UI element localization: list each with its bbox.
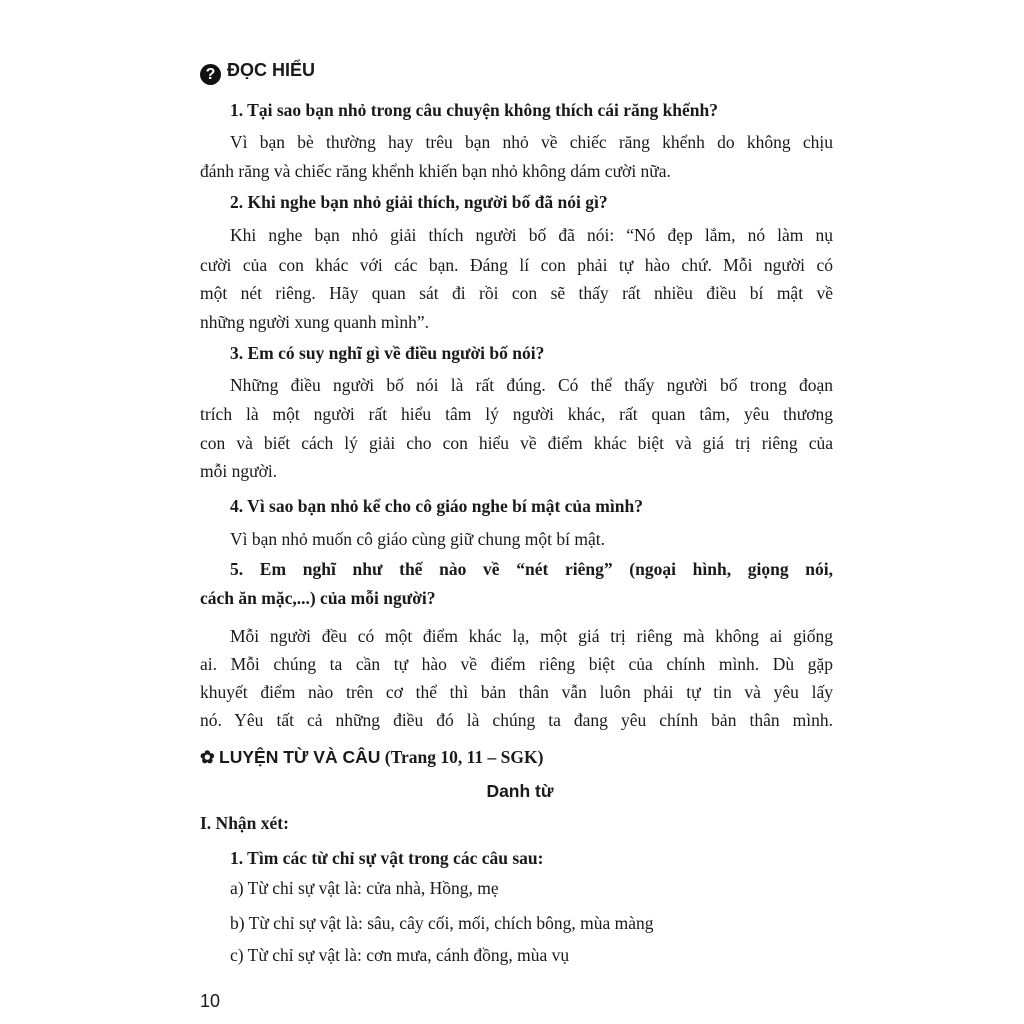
section-heading-luyen-tu: ✿ LUYỆN TỪ VÀ CÂU (Trang 10, 11 – SGK) <box>200 747 544 767</box>
question-circle-icon: ? <box>200 64 221 85</box>
question-1: 1. Tại sao bạn nhỏ trong câu chuyện không thích cái răng khểnh? <box>230 100 719 120</box>
exercise-question: 1. Tìm các từ chỉ sự vật trong các câu sau: <box>230 848 544 868</box>
list-item: c) Từ chỉ sự vật là: cơn mưa, cánh đồng, mùa vụ <box>230 945 570 965</box>
answer-line: một nét riêng. Hãy quan sát đi rồi con sẽ thấy rất nhiều điều bí mật về <box>200 283 833 303</box>
answer-line: nó. Yêu tất cả những điều đó là chúng ta đang yêu chính bản thân mình. <box>200 710 833 730</box>
flower-icon: ✿ <box>200 747 215 767</box>
answer-line: Khi nghe bạn nhỏ giải thích người bố đã nói: “Nó đẹp lắm, nó làm nụ <box>230 225 833 245</box>
page-number: 10 <box>200 991 221 1011</box>
answer-line: Những điều người bố nói là rất đúng. Có thể thấy người bố trong đoạn <box>230 375 833 395</box>
answer-line: khuyết điểm nào trên cơ thể thì bản thân vẫn luôn phải tự tin và yêu lấy <box>200 682 833 702</box>
list-item: a) Từ chỉ sự vật là: cửa nhà, Hồng, mẹ <box>230 878 499 898</box>
question-2: 2. Khi nghe bạn nhỏ giải thích, người bố đã nói gì? <box>230 192 608 212</box>
answer-line: cười của con khác với các bạn. Đáng lí con phải tự hào chứ. Mỗi người có <box>200 255 833 275</box>
answer-line: Vì bạn bè thường hay trêu bạn nhỏ về chiếc răng khểnh do không chịu <box>230 132 833 152</box>
lesson-title: Danh từ <box>486 781 554 801</box>
answer-line: ai. Mỗi chúng ta cần tự hào về điểm riêng biệt của chính mình. Dù gặp <box>200 654 833 674</box>
list-item: b) Từ chỉ sự vật là: sâu, cây cối, mối, chích bông, mùa màng <box>230 913 654 933</box>
answer-line: những người xung quanh mình”. <box>200 312 429 332</box>
question-5: 5. Em nghĩ như thế nào về “nét riêng” (ngoại hình, giọng nói, <box>230 559 833 579</box>
answer-line: trích là một người rất hiểu tâm lý người khác, rất quan tâm, yêu thương <box>200 404 833 424</box>
answer-line: đánh răng và chiếc răng khểnh khiến bạn nhỏ không dám cười nữa. <box>200 161 671 181</box>
part-title: I. Nhận xét: <box>200 813 289 833</box>
question-3: 3. Em có suy nghĩ gì về điều người bố nói? <box>230 343 545 363</box>
answer-line: con và biết cách lý giải cho con hiểu về điểm khác biệt và giá trị riêng của <box>200 433 833 453</box>
answer-line: Vì bạn nhỏ muốn cô giáo cùng giữ chung một bí mật. <box>230 529 605 549</box>
question-5-cont: cách ăn mặc,...) của mỗi người? <box>200 588 436 608</box>
answer-line: Mỗi người đều có một điểm khác lạ, một giá trị riêng mà không ai giống <box>230 626 833 646</box>
answer-line: mỗi người. <box>200 461 278 481</box>
section-heading-doc-hieu: ? ĐỌC HIỂU <box>200 58 833 85</box>
question-4: 4. Vì sao bạn nhỏ kể cho cô giáo nghe bí mật của mình? <box>230 496 643 516</box>
